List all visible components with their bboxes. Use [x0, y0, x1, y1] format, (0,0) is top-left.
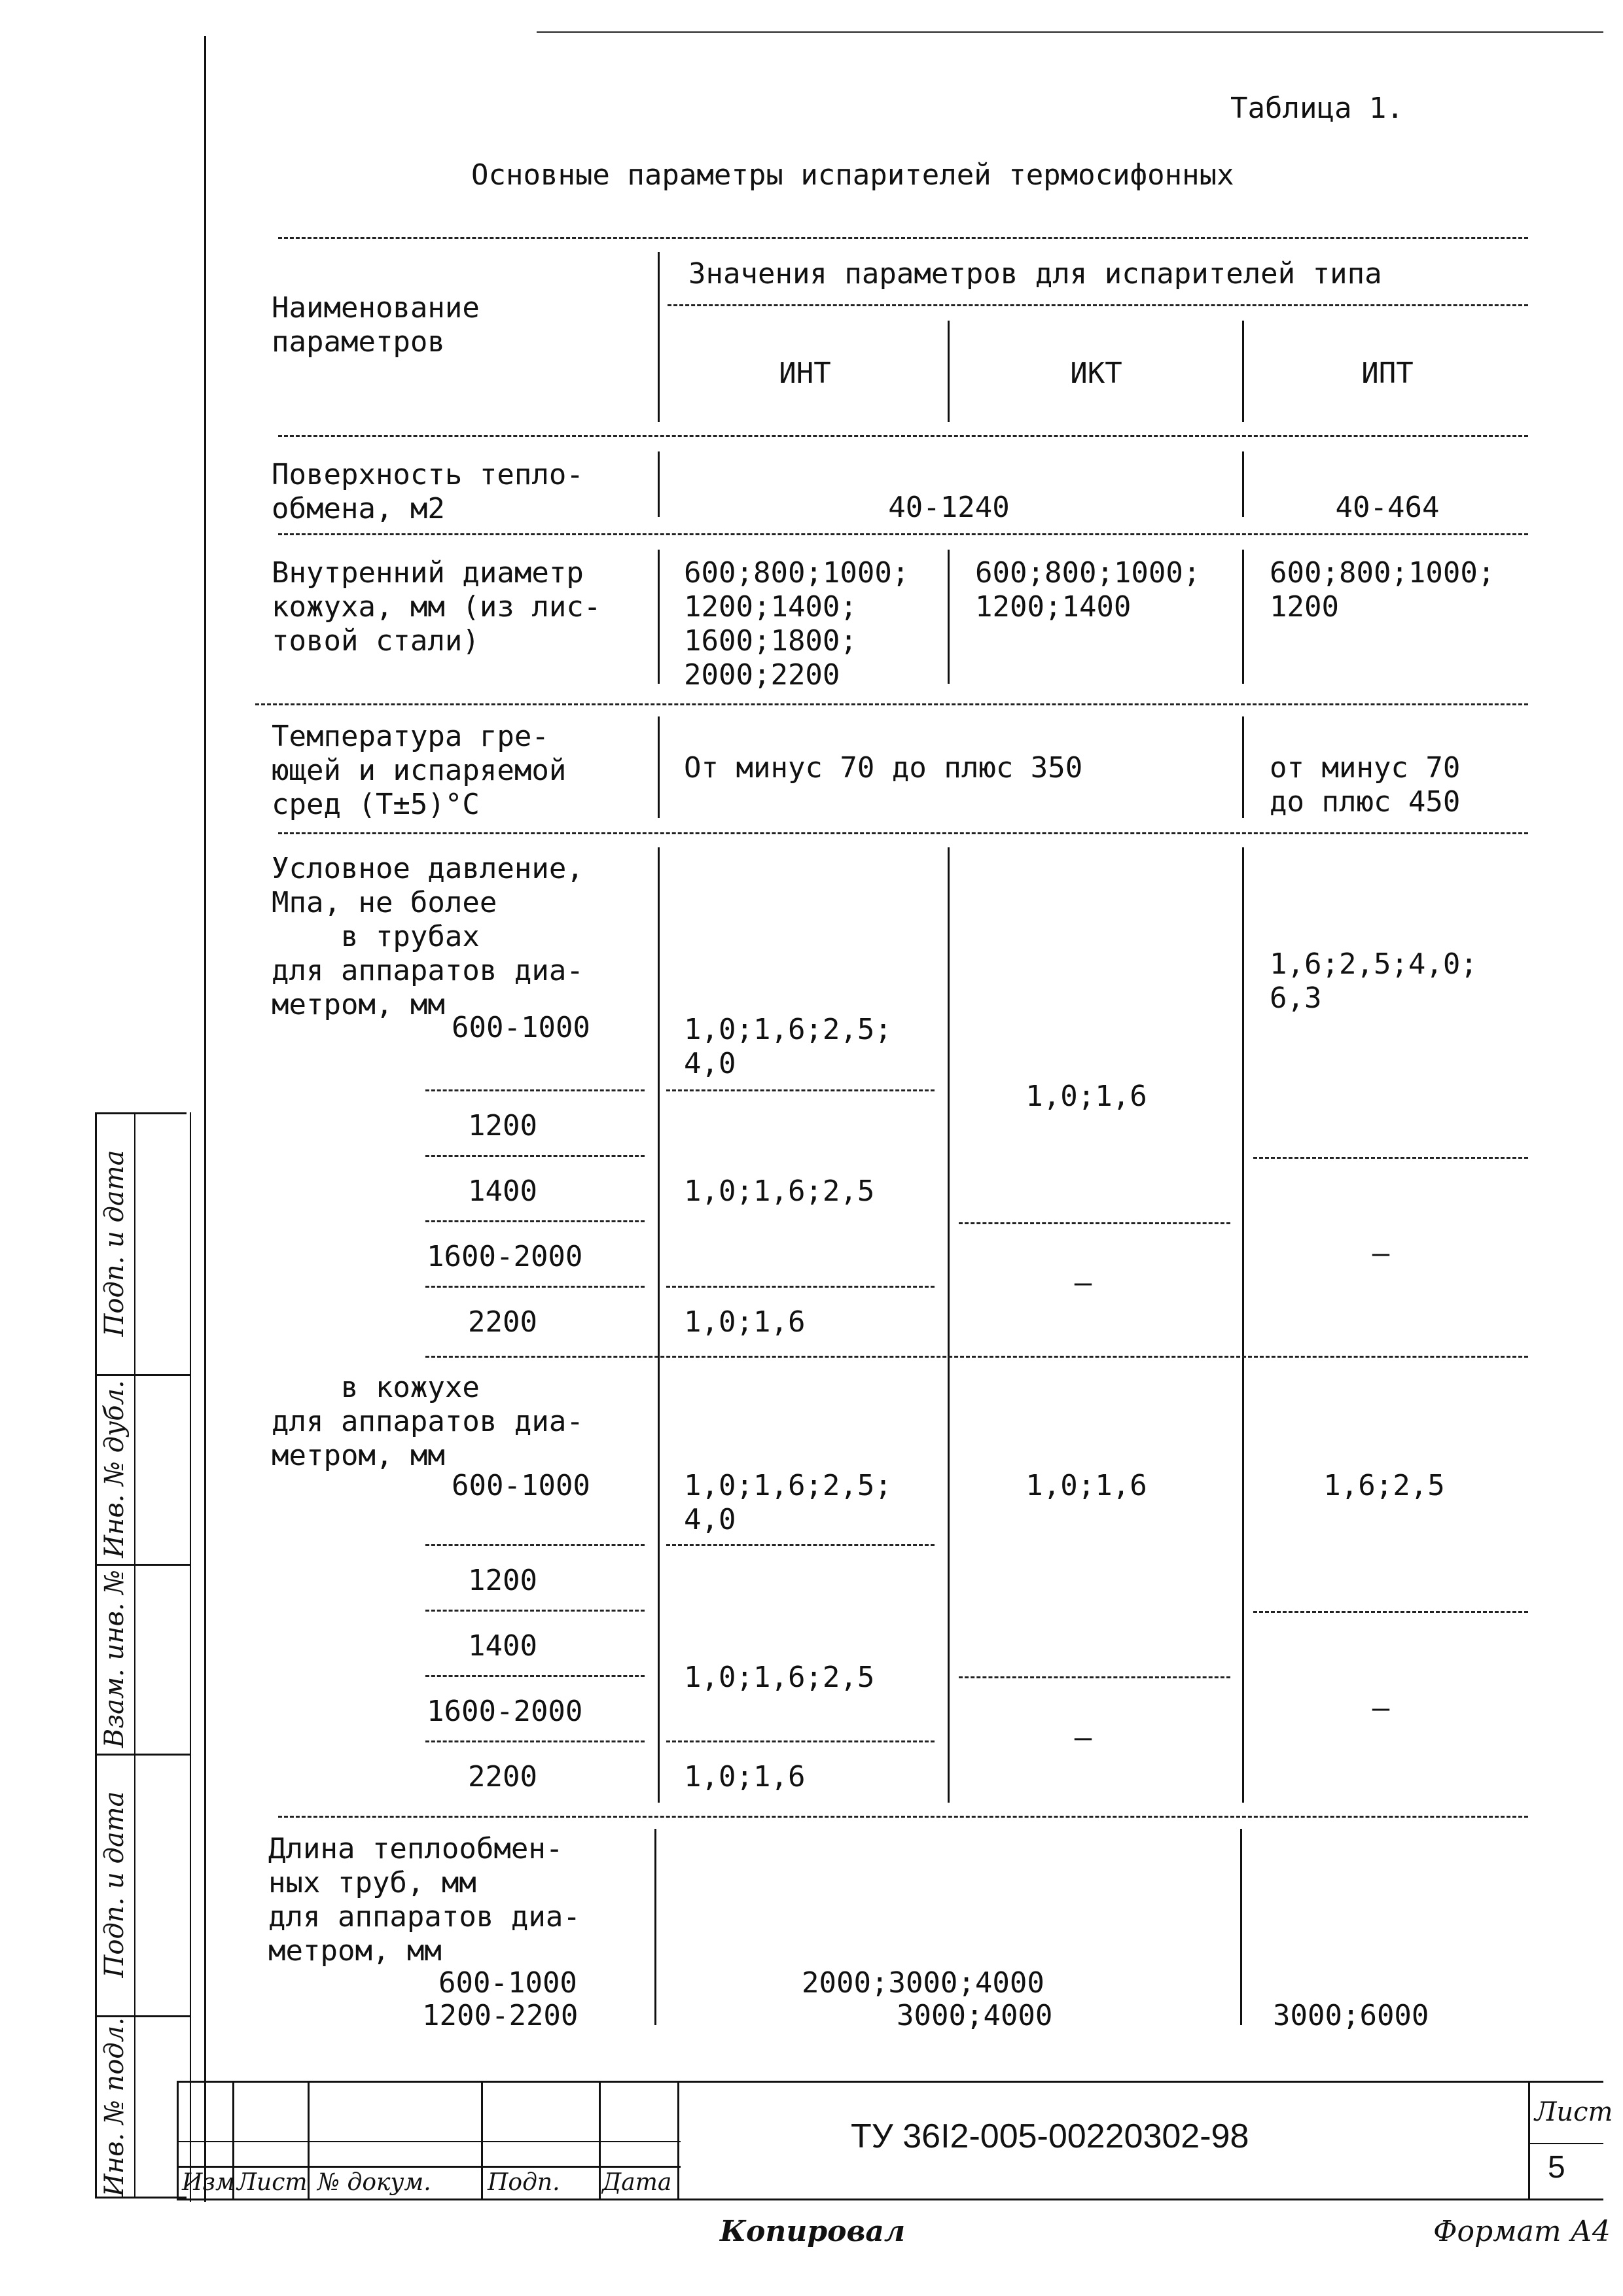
row-temperature-label: Температура гре- ющей и испаряемой сред (Т±5)°С — [272, 720, 567, 821]
shell-ipt-b: – — [1372, 1691, 1390, 1725]
shell-int-rule-a — [666, 1544, 935, 1546]
tb-sheet-sep — [1528, 2143, 1603, 2144]
row-surface-rule — [278, 533, 1528, 535]
tubes-rule-4 — [425, 1286, 645, 1288]
side-stamp-sign-date-2: Подп. и дата — [99, 1791, 130, 1978]
shell-diameter-5: 2200 — [468, 1760, 537, 1793]
param-column-header: Наименование параметров — [272, 291, 480, 359]
col-line-2-press — [948, 847, 950, 1803]
side-stamp-orig-inv: Инв. № подл. — [99, 2017, 130, 2197]
tubes-diameter-4: 1600-2000 — [427, 1240, 583, 1273]
shell-int-rule-b — [666, 1740, 935, 1742]
tubes-diameter-3: 1400 — [468, 1174, 537, 1208]
shell-ipt-rule — [1253, 1611, 1528, 1613]
tubes-ipt-rule — [1253, 1157, 1528, 1159]
tb-col-doc: № докум. — [317, 2169, 431, 2196]
side-sep-1 — [95, 1374, 190, 1376]
col-line-1-temp — [658, 716, 660, 818]
header-bottom-rule — [278, 435, 1528, 437]
col-line-3-press — [1242, 847, 1244, 1803]
col-line-2-diam — [948, 550, 950, 684]
tb-lower — [177, 2166, 681, 2168]
tb-v3 — [308, 2081, 310, 2200]
col-line-1-diam — [658, 550, 660, 684]
row-diameter-ikt: 600;800;1000; 1200;1400 — [975, 556, 1201, 624]
tb-sheet-number: 5 — [1548, 2150, 1565, 2185]
col-line-3-diam — [1242, 550, 1244, 684]
tubes-ikt-b: – — [1074, 1266, 1092, 1299]
tubes-ikt-a: 1,0;1,6 — [1026, 1080, 1147, 1113]
row-diameter-rule — [255, 703, 1528, 705]
row-diameter-label: Внутренний диаметр кожуха, мм (из лис- товой стали) — [272, 556, 601, 658]
tb-sheet-label: Лист — [1535, 2097, 1613, 2127]
shell-label: в кожухе для аппаратов диа- метром, мм — [272, 1371, 584, 1472]
tubes-int-a: 1,0;1,6;2,5; 4,0 — [684, 1013, 892, 1080]
tubes-ipt-b: – — [1372, 1237, 1390, 1270]
tubes-diameter-5: 2200 — [468, 1305, 537, 1339]
row-diameter-ipt: 600;800;1000; 1200 — [1270, 556, 1495, 624]
tb-col-izm: Изм — [182, 2169, 235, 2196]
col-line-2-h — [948, 321, 950, 422]
frame-left-line — [204, 36, 206, 2202]
side-sep-3 — [95, 1754, 190, 1756]
shell-rule-4 — [425, 1740, 645, 1742]
col-line-3-temp — [1242, 716, 1244, 818]
tubes-rule-1 — [425, 1089, 645, 1091]
row-temperature-ipt: от минус 70 до плюс 450 — [1270, 751, 1461, 819]
tubes-ipt-a: 1,6;2,5;4,0; 6,3 — [1270, 947, 1478, 1015]
shell-end-rule — [278, 1816, 1528, 1818]
tb-doc-number: ТУ 36I2-005-00220302-98 — [851, 2117, 1249, 2155]
side-stamp-dup-inv: Инв. № дубл. — [99, 1380, 130, 1558]
shell-rule-3 — [425, 1675, 645, 1677]
tb-v5 — [599, 2081, 601, 2200]
col-line-1-len — [654, 1829, 656, 2025]
shell-ikt-rule — [959, 1676, 1230, 1678]
tubes-int-rule-b — [666, 1286, 935, 1288]
top-rule — [537, 31, 1603, 33]
shell-diameter-1: 600-1000 — [452, 1469, 590, 1502]
shell-diameter-2: 1200 — [468, 1564, 537, 1597]
shell-ikt-b: – — [1074, 1721, 1092, 1754]
length-diameter-1: 600-1000 — [438, 1966, 577, 2000]
table-top-rule — [278, 237, 1528, 239]
shell-rule-2 — [425, 1610, 645, 1612]
row-diameter-int: 600;800;1000; 1200;1400; 1600;1800; 2000;2200 — [684, 556, 910, 692]
table-label: Таблица 1. — [1230, 92, 1404, 125]
shell-int-b: 1,0;1,6;2,5 — [684, 1661, 875, 1694]
header-group-rule — [668, 304, 1528, 306]
row-length-label: Длина теплообмен- ных труб, мм для аппаратов диа- метром, мм — [268, 1832, 580, 1968]
row-pressure-label: Условное давление, Мпа, не более в трубах для аппаратов диа- метром, мм — [272, 852, 584, 1021]
footer-copied: Копировал — [720, 2215, 906, 2248]
shell-rule-1 — [425, 1544, 645, 1546]
tubes-diameter-1: 600-1000 — [452, 1011, 590, 1044]
tb-v4 — [481, 2081, 483, 2200]
shell-int-a: 1,0;1,6;2,5; 4,0 — [684, 1469, 892, 1536]
frame-left-line-outer — [190, 1112, 191, 2202]
tb-bottom — [177, 2199, 1603, 2200]
length-int-ikt-2: 3000;4000 — [897, 1999, 1053, 2032]
side-sep-2 — [95, 1564, 190, 1566]
row-surface-int-ikt: 40-1240 — [888, 491, 1010, 524]
side-stamp-replace-inv: Взам. инв. № — [99, 1569, 130, 1748]
tb-v6 — [677, 2081, 679, 2200]
col-line-3-h — [1242, 321, 1244, 422]
side-stamp-divider — [134, 1112, 135, 2199]
type-header-ikt: ИКТ — [1070, 357, 1122, 390]
row-temperature-rule — [278, 832, 1528, 834]
tubes-ikt-rule — [959, 1222, 1230, 1224]
row-temperature-int-ikt: От минус 70 до плюс 350 — [684, 751, 1083, 785]
side-stamp-sign-date-1: Подп. и дата — [99, 1150, 130, 1337]
col-line-1 — [658, 252, 660, 422]
col-line-3-len — [1240, 1829, 1242, 2025]
table-title: Основные параметры испарителей термосифонных — [471, 158, 1234, 192]
shell-diameter-3: 1400 — [468, 1629, 537, 1663]
tubes-end-rule — [425, 1356, 1528, 1358]
length-int-ikt-1: 2000;3000;4000 — [802, 1966, 1044, 2000]
row-surface-label: Поверхность тепло- обмена, м2 — [272, 458, 584, 525]
tubes-int-rule-a — [666, 1089, 935, 1091]
tb-v1 — [177, 2081, 179, 2200]
tubes-diameter-2: 1200 — [468, 1109, 537, 1142]
tubes-int-b: 1,0;1,6;2,5 — [684, 1174, 875, 1208]
shell-diameter-4: 1600-2000 — [427, 1695, 583, 1728]
shell-int-c: 1,0;1,6 — [684, 1760, 806, 1793]
tb-top — [177, 2081, 1603, 2083]
tb-v7 — [1528, 2081, 1530, 2200]
type-header-ipt: ИПТ — [1361, 357, 1414, 390]
tb-col-list: Лист — [237, 2169, 308, 2196]
type-group-header: Значения параметров для испарителей типа — [688, 257, 1382, 291]
tubes-rule-2 — [425, 1155, 645, 1157]
type-header-int: ИНТ — [779, 357, 831, 390]
tb-col-sign: Подп. — [488, 2169, 560, 2196]
footer-format: Формат А4 — [1433, 2215, 1611, 2248]
tb-col-date: Дата — [602, 2169, 672, 2196]
row-surface-ipt: 40-464 — [1335, 491, 1440, 524]
length-diameter-2: 1200-2200 — [422, 1999, 579, 2032]
col-line-1-press — [658, 847, 660, 1803]
tubes-int-c: 1,0;1,6 — [684, 1305, 806, 1339]
tb-mid — [177, 2141, 681, 2142]
shell-ikt-a: 1,0;1,6 — [1026, 1469, 1147, 1502]
length-ipt: 3000;6000 — [1273, 1999, 1429, 2032]
col-line-1-surface — [658, 451, 660, 517]
tubes-rule-3 — [425, 1220, 645, 1222]
shell-ipt-a: 1,6;2,5 — [1323, 1469, 1445, 1502]
